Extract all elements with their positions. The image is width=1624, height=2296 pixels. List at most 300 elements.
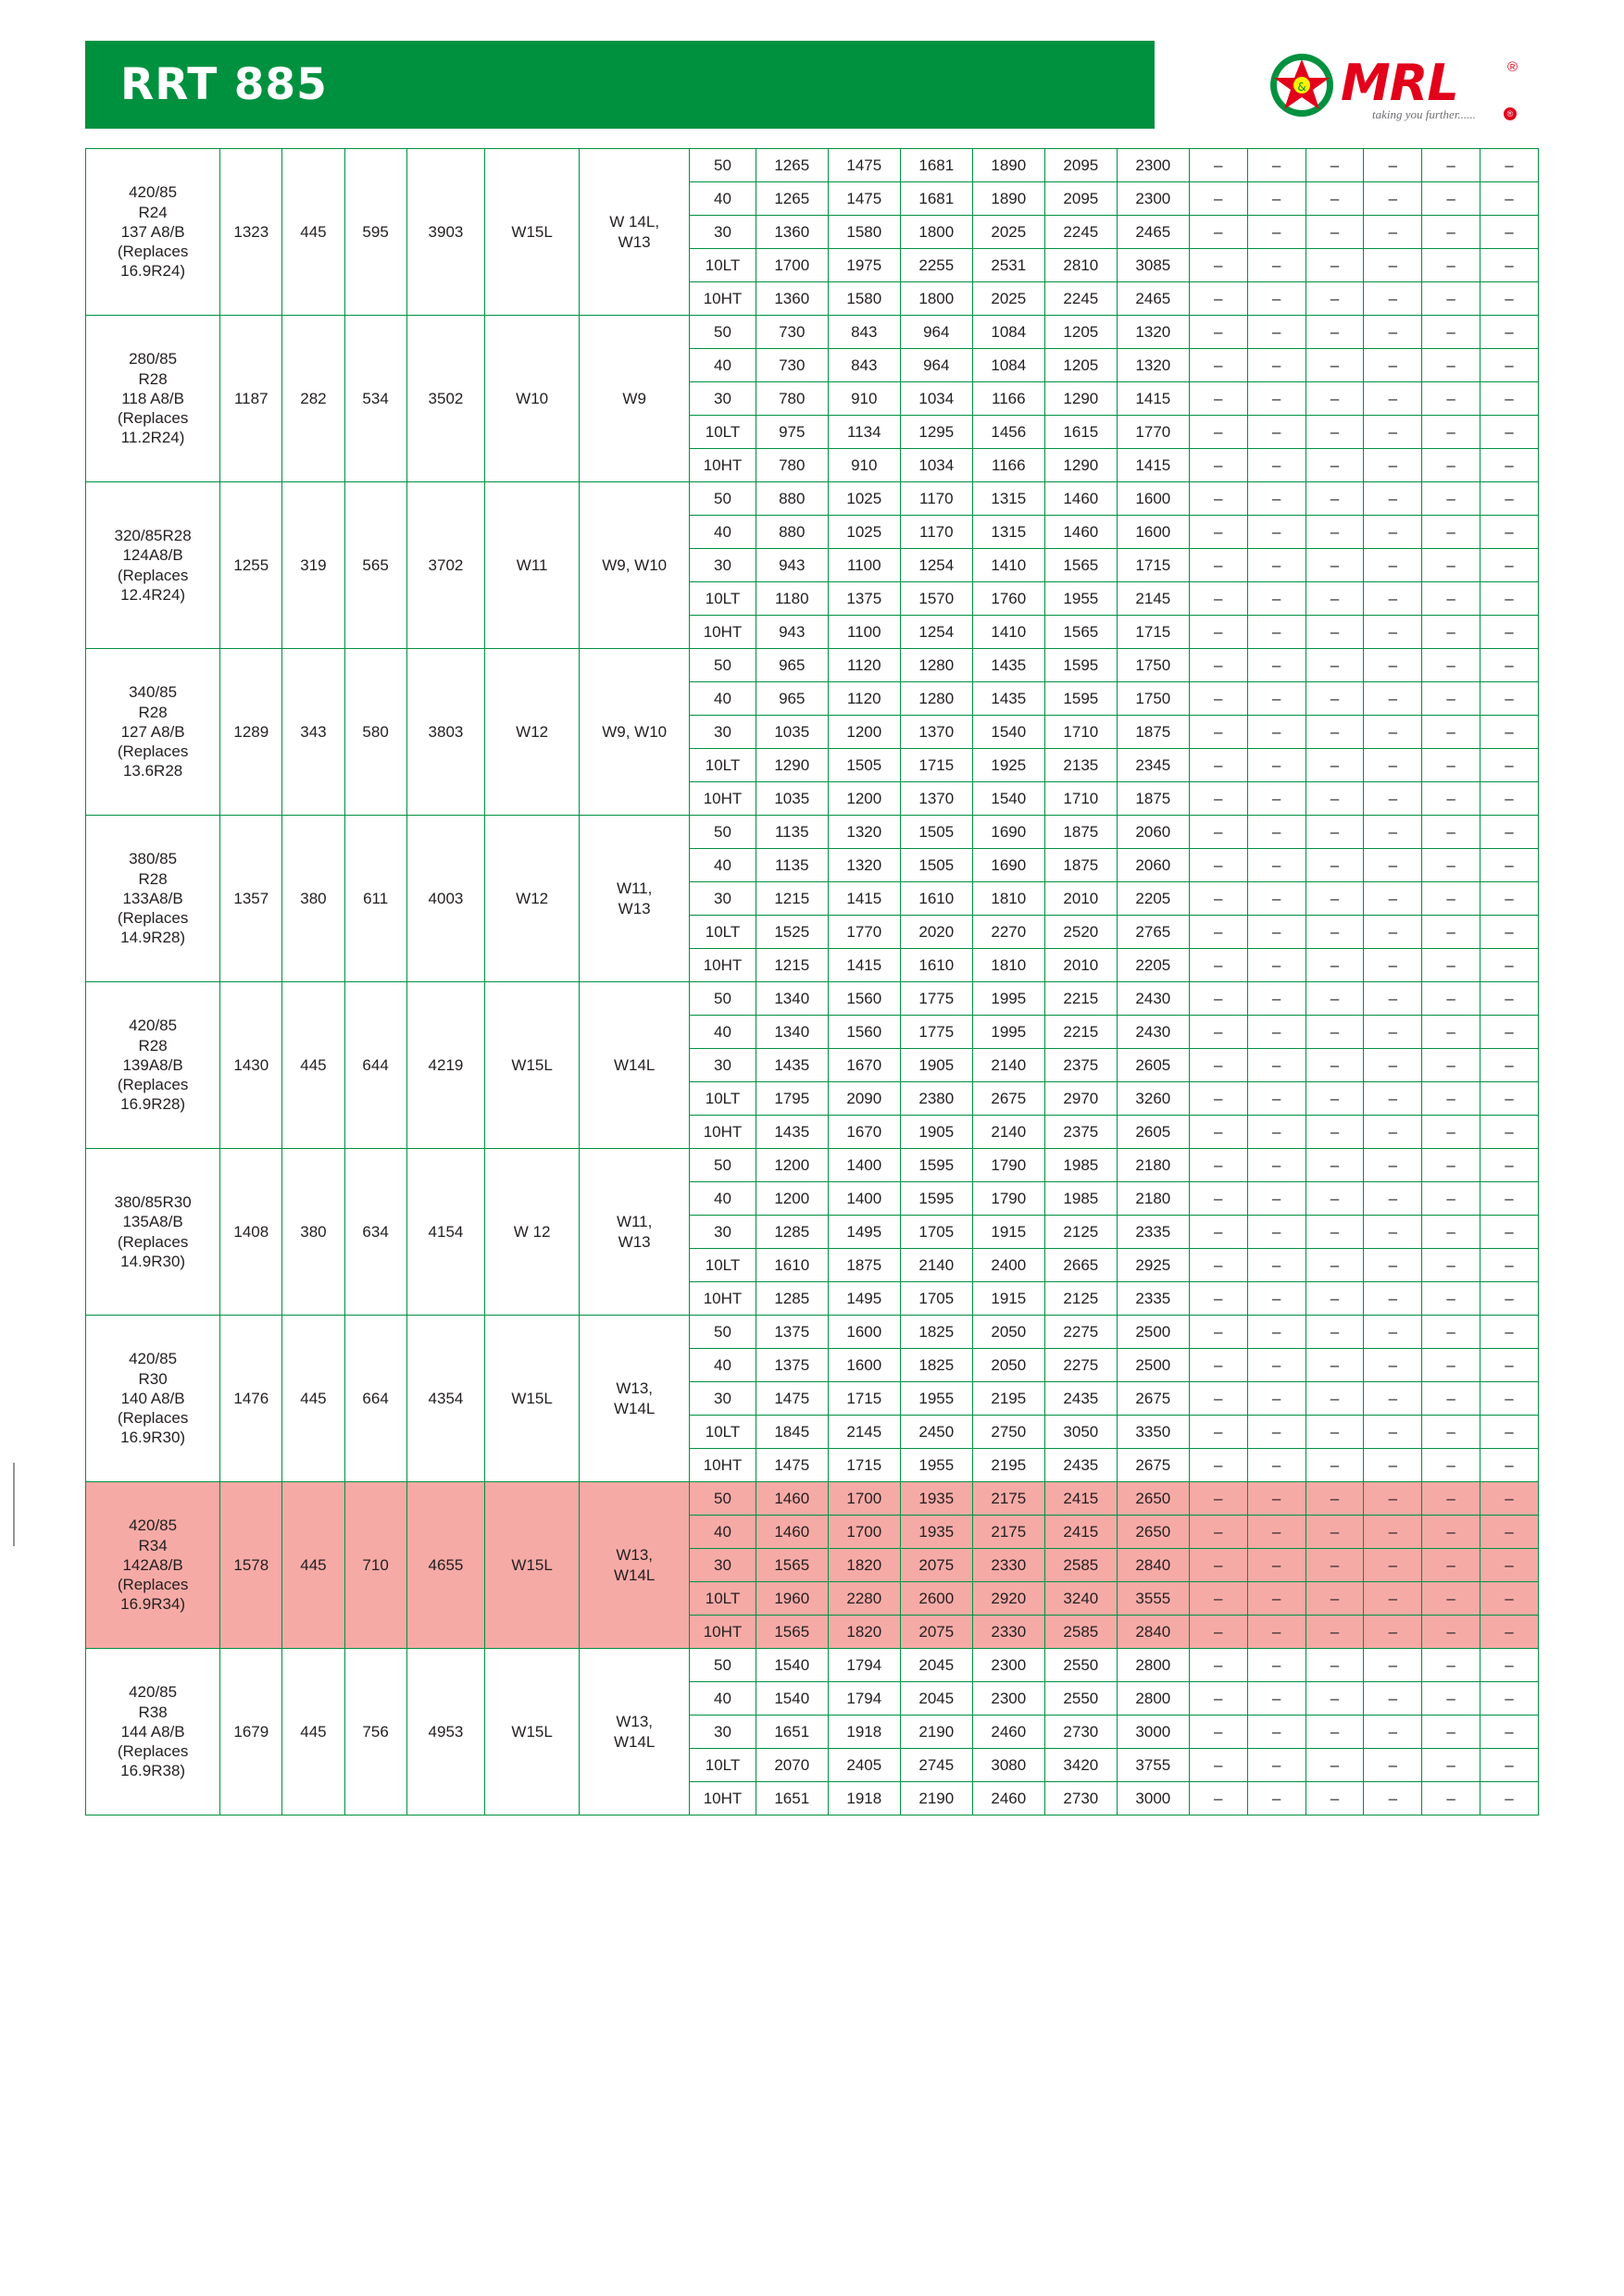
cell-recommended-rim: W11: [485, 482, 580, 649]
cell-load-value: 1600: [828, 1349, 900, 1382]
cell-empty-value: –: [1247, 1482, 1305, 1516]
cell-empty-value: –: [1422, 516, 1480, 549]
cell-empty-value: –: [1305, 749, 1364, 782]
table-row: [86, 1649, 1539, 1682]
cell-empty-value: –: [1364, 1582, 1422, 1616]
cell-load-value: 1025: [828, 482, 900, 516]
cell-empty-value: –: [1480, 949, 1539, 982]
cell-load-value: 1475: [756, 1449, 828, 1482]
cell-empty-value: –: [1189, 1482, 1247, 1516]
cell-load-value: 2195: [972, 1382, 1044, 1416]
cell-empty-value: –: [1247, 849, 1305, 882]
cell-load-value: 1794: [828, 1649, 900, 1682]
cell-load-value: 1254: [900, 549, 972, 582]
cell-load-value: 1700: [828, 1482, 900, 1516]
cell-empty-value: –: [1189, 1249, 1247, 1282]
cell-load-value: 1715: [1117, 616, 1189, 649]
cell-empty-value: –: [1364, 816, 1422, 849]
cell-load-value: 1715: [828, 1449, 900, 1482]
cell-load-value: 2465: [1117, 216, 1189, 249]
cell-empty-value: –: [1364, 616, 1422, 649]
cell-empty-value: –: [1364, 516, 1422, 549]
cell-empty-value: –: [1305, 1049, 1364, 1082]
cell-load-value: 1595: [900, 1149, 972, 1182]
cell-load-value: 1340: [756, 982, 828, 1016]
cell-load-value: 2415: [1044, 1516, 1117, 1549]
cell-empty-value: –: [1189, 316, 1247, 349]
cell-load-value: 1460: [756, 1482, 828, 1516]
cell-recommended-rim: W15L: [485, 1316, 580, 1482]
cell-tyre-size: 420/85 R24 137 A8/B (Replaces 16.9R24): [86, 149, 220, 316]
cell-rolling-circumference: 4354: [406, 1316, 485, 1482]
cell-empty-value: –: [1189, 516, 1247, 549]
cell-load-value: 1918: [828, 1782, 900, 1816]
cell-empty-value: –: [1364, 982, 1422, 1016]
cell-load-value: 2215: [1044, 982, 1117, 1016]
cell-load-value: 1495: [828, 1282, 900, 1316]
cell-load-value: 1875: [1044, 816, 1117, 849]
cell-empty-value: –: [1305, 582, 1364, 616]
cell-empty-value: –: [1422, 649, 1480, 682]
cell-load-value: 1995: [972, 1016, 1044, 1049]
cell-empty-value: –: [1480, 1449, 1539, 1482]
cell-empty-value: –: [1305, 916, 1364, 949]
cell-empty-value: –: [1247, 916, 1305, 949]
cell-load-value: 2730: [1044, 1716, 1117, 1749]
cell-load-value: 1505: [900, 816, 972, 849]
cell-load-value: 1960: [756, 1582, 828, 1616]
cell-permitted-rims: W13, W14L: [580, 1316, 690, 1482]
cell-load-value: 1705: [900, 1216, 972, 1249]
cell-empty-value: –: [1189, 382, 1247, 416]
cell-empty-value: –: [1247, 1749, 1305, 1782]
cell-overall-diameter: 1289: [220, 649, 282, 816]
mrl-star-icon: [1268, 52, 1335, 119]
cell-speed-code: 30: [690, 1716, 756, 1749]
cell-empty-value: –: [1422, 382, 1480, 416]
cell-speed-code: 10HT: [690, 1782, 756, 1816]
cell-empty-value: –: [1364, 549, 1422, 582]
cell-empty-value: –: [1422, 1116, 1480, 1149]
cell-empty-value: –: [1480, 1482, 1539, 1516]
cell-empty-value: –: [1305, 1616, 1364, 1649]
cell-empty-value: –: [1305, 1782, 1364, 1816]
cell-load-value: 1180: [756, 582, 828, 616]
cell-speed-code: 50: [690, 982, 756, 1016]
cell-permitted-rims: W9, W10: [580, 482, 690, 649]
cell-load-value: 2280: [828, 1582, 900, 1616]
cell-empty-value: –: [1364, 582, 1422, 616]
cell-empty-value: –: [1364, 1782, 1422, 1816]
cell-load-value: 1200: [756, 1182, 828, 1216]
cell-load-value: 965: [756, 649, 828, 682]
cell-rolling-circumference: 3803: [406, 649, 485, 816]
cell-tyre-size: 380/85R30 135A8/B (Replaces 14.9R30): [86, 1149, 220, 1316]
cell-empty-value: –: [1305, 1516, 1364, 1549]
cell-overall-diameter: 1255: [220, 482, 282, 649]
cell-load-value: 1035: [756, 782, 828, 816]
cell-empty-value: –: [1364, 1482, 1422, 1516]
cell-speed-code: 10HT: [690, 782, 756, 816]
cell-load-value: 2430: [1117, 982, 1189, 1016]
cell-empty-value: –: [1422, 1582, 1480, 1616]
logo-tagline: taking you further......: [1372, 107, 1476, 121]
cell-load-value: 1600: [1117, 516, 1189, 549]
cell-static-radius: 580: [344, 649, 406, 816]
cell-empty-value: –: [1189, 1082, 1247, 1116]
cell-static-radius: 595: [344, 149, 406, 316]
cell-empty-value: –: [1480, 1249, 1539, 1282]
cell-empty-value: –: [1480, 249, 1539, 282]
cell-load-value: 1170: [900, 516, 972, 549]
cell-load-value: 1134: [828, 416, 900, 449]
cell-empty-value: –: [1247, 282, 1305, 316]
cell-speed-code: 30: [690, 1382, 756, 1416]
table-row: [86, 1316, 1539, 1349]
cell-load-value: 1034: [900, 449, 972, 482]
crop-mark: [13, 1463, 15, 1546]
cell-empty-value: –: [1422, 849, 1480, 882]
cell-empty-value: –: [1422, 1316, 1480, 1349]
cell-load-value: 1775: [900, 1016, 972, 1049]
cell-tyre-size: 420/85 R30 140 A8/B (Replaces 16.9R30): [86, 1316, 220, 1482]
cell-load-value: 1890: [972, 182, 1044, 216]
cell-speed-code: 10HT: [690, 1616, 756, 1649]
cell-load-value: 2275: [1044, 1349, 1117, 1382]
cell-recommended-rim: W15L: [485, 149, 580, 316]
cell-empty-value: –: [1247, 1649, 1305, 1682]
cell-speed-code: 40: [690, 349, 756, 382]
cell-speed-code: 10HT: [690, 1449, 756, 1482]
cell-load-value: 1570: [900, 582, 972, 616]
cell-load-value: 2920: [972, 1582, 1044, 1616]
cell-load-value: 1295: [900, 416, 972, 449]
cell-load-value: 2460: [972, 1716, 1044, 1749]
cell-empty-value: –: [1247, 1049, 1305, 1082]
cell-load-value: 2255: [900, 249, 972, 282]
cell-empty-value: –: [1422, 816, 1480, 849]
cell-empty-value: –: [1364, 449, 1422, 482]
cell-speed-code: 30: [690, 1049, 756, 1082]
cell-load-value: 975: [756, 416, 828, 449]
cell-empty-value: –: [1422, 1716, 1480, 1749]
cell-section-width: 343: [282, 649, 344, 816]
cell-load-value: 1120: [828, 649, 900, 682]
cell-load-value: 1820: [828, 1616, 900, 1649]
cell-permitted-rims: W9, W10: [580, 649, 690, 816]
cell-empty-value: –: [1364, 316, 1422, 349]
cell-empty-value: –: [1189, 816, 1247, 849]
cell-speed-code: 50: [690, 1316, 756, 1349]
cell-load-value: 2095: [1044, 149, 1117, 182]
cell-load-value: 965: [756, 682, 828, 716]
cell-load-value: 1715: [900, 749, 972, 782]
cell-load-value: 2800: [1117, 1682, 1189, 1716]
cell-load-value: 1595: [900, 1182, 972, 1216]
cell-empty-value: –: [1480, 1749, 1539, 1782]
cell-empty-value: –: [1480, 149, 1539, 182]
cell-empty-value: –: [1305, 849, 1364, 882]
cell-empty-value: –: [1364, 1682, 1422, 1716]
cell-empty-value: –: [1305, 1716, 1364, 1749]
cell-speed-code: 10HT: [690, 282, 756, 316]
cell-empty-value: –: [1422, 449, 1480, 482]
cell-empty-value: –: [1422, 1349, 1480, 1382]
cell-load-value: 2300: [1117, 182, 1189, 216]
cell-recommended-rim: W15L: [485, 1482, 580, 1649]
cell-empty-value: –: [1422, 716, 1480, 749]
cell-speed-code: 10HT: [690, 1282, 756, 1316]
cell-load-value: 1565: [1044, 616, 1117, 649]
cell-load-value: 2605: [1117, 1116, 1189, 1149]
cell-empty-value: –: [1480, 1316, 1539, 1349]
cell-load-value: 880: [756, 482, 828, 516]
cell-load-value: 3050: [1044, 1416, 1117, 1449]
cell-load-value: 1580: [828, 282, 900, 316]
cell-load-value: 2125: [1044, 1216, 1117, 1249]
cell-load-value: 1100: [828, 549, 900, 582]
cell-load-value: 1595: [1044, 682, 1117, 716]
cell-empty-value: –: [1480, 1416, 1539, 1449]
cell-load-value: 1035: [756, 716, 828, 749]
cell-tyre-size: 420/85 R28 139A8/B (Replaces 16.9R28): [86, 982, 220, 1149]
cell-empty-value: –: [1305, 382, 1364, 416]
cell-load-value: 964: [900, 316, 972, 349]
cell-load-value: 1935: [900, 1482, 972, 1516]
cell-empty-value: –: [1305, 982, 1364, 1016]
cell-empty-value: –: [1247, 449, 1305, 482]
cell-empty-value: –: [1364, 1416, 1422, 1449]
cell-load-value: 1790: [972, 1149, 1044, 1182]
cell-empty-value: –: [1422, 249, 1480, 282]
table-row: [86, 482, 1539, 516]
cell-load-value: 3755: [1117, 1749, 1189, 1782]
cell-empty-value: –: [1189, 782, 1247, 816]
cell-load-value: 2330: [972, 1549, 1044, 1582]
cell-load-value: 3085: [1117, 249, 1189, 282]
cell-load-value: 1034: [900, 382, 972, 416]
cell-load-value: 2375: [1044, 1049, 1117, 1082]
cell-empty-value: –: [1247, 1116, 1305, 1149]
cell-load-value: 1715: [828, 1382, 900, 1416]
cell-empty-value: –: [1480, 1549, 1539, 1582]
cell-load-value: 2550: [1044, 1682, 1117, 1716]
cell-load-value: 2840: [1117, 1549, 1189, 1582]
cell-empty-value: –: [1247, 1682, 1305, 1716]
cell-load-value: 1375: [828, 582, 900, 616]
cell-load-value: 1166: [972, 382, 1044, 416]
cell-load-value: 943: [756, 616, 828, 649]
cell-empty-value: –: [1422, 1049, 1480, 1082]
cell-load-value: 910: [828, 382, 900, 416]
cell-load-value: 1415: [828, 949, 900, 982]
cell-empty-value: –: [1480, 1182, 1539, 1216]
table-row: [86, 1149, 1539, 1182]
cell-load-value: 2925: [1117, 1249, 1189, 1282]
cell-speed-code: 10HT: [690, 949, 756, 982]
mrl-logo: [1261, 46, 1539, 130]
cell-static-radius: 611: [344, 816, 406, 982]
cell-empty-value: –: [1305, 1249, 1364, 1282]
cell-load-value: 2585: [1044, 1616, 1117, 1649]
cell-speed-code: 50: [690, 149, 756, 182]
cell-static-radius: 644: [344, 982, 406, 1149]
cell-load-value: 1525: [756, 916, 828, 949]
cell-empty-value: –: [1305, 516, 1364, 549]
cell-load-value: 2245: [1044, 216, 1117, 249]
cell-empty-value: –: [1305, 716, 1364, 749]
cell-empty-value: –: [1247, 1349, 1305, 1382]
cell-empty-value: –: [1305, 416, 1364, 449]
cell-empty-value: –: [1247, 1416, 1305, 1449]
cell-empty-value: –: [1480, 1216, 1539, 1249]
cell-empty-value: –: [1305, 782, 1364, 816]
cell-empty-value: –: [1247, 1382, 1305, 1416]
cell-empty-value: –: [1247, 749, 1305, 782]
cell-empty-value: –: [1480, 1382, 1539, 1416]
cell-load-value: 2145: [828, 1416, 900, 1449]
cell-speed-code: 10LT: [690, 916, 756, 949]
cell-empty-value: –: [1480, 682, 1539, 716]
cell-empty-value: –: [1247, 1449, 1305, 1482]
cell-empty-value: –: [1305, 1382, 1364, 1416]
cell-load-value: 1890: [972, 149, 1044, 182]
cell-speed-code: 10LT: [690, 1749, 756, 1782]
cell-empty-value: –: [1247, 1549, 1305, 1582]
cell-load-value: 1285: [756, 1282, 828, 1316]
logo-wordmark: MRL: [1341, 54, 1458, 112]
cell-speed-code: 30: [690, 1549, 756, 1582]
cell-empty-value: –: [1364, 1382, 1422, 1416]
cell-empty-value: –: [1480, 1349, 1539, 1382]
cell-load-value: 2300: [972, 1682, 1044, 1716]
cell-load-value: 1651: [756, 1716, 828, 1749]
cell-empty-value: –: [1480, 849, 1539, 882]
cell-empty-value: –: [1364, 482, 1422, 516]
cell-load-value: 1285: [756, 1216, 828, 1249]
cell-empty-value: –: [1305, 182, 1364, 216]
cell-empty-value: –: [1480, 449, 1539, 482]
cell-load-value: 1540: [972, 716, 1044, 749]
cell-empty-value: –: [1364, 249, 1422, 282]
cell-recommended-rim: W12: [485, 816, 580, 982]
cell-empty-value: –: [1247, 816, 1305, 849]
cell-load-value: 1565: [1044, 549, 1117, 582]
cell-load-value: 1935: [900, 1516, 972, 1549]
cell-permitted-rims: W11, W13: [580, 1149, 690, 1316]
cell-empty-value: –: [1364, 1149, 1422, 1182]
cell-overall-diameter: 1578: [220, 1482, 282, 1649]
cell-load-value: 1435: [756, 1116, 828, 1149]
cell-speed-code: 40: [690, 682, 756, 716]
cell-speed-code: 40: [690, 182, 756, 216]
cell-load-value: 1600: [1117, 482, 1189, 516]
cell-load-value: 2245: [1044, 282, 1117, 316]
cell-load-value: 1985: [1044, 1182, 1117, 1216]
cell-empty-value: –: [1364, 1282, 1422, 1316]
cell-load-value: 2335: [1117, 1216, 1189, 1249]
cell-speed-code: 10HT: [690, 1116, 756, 1149]
cell-overall-diameter: 1187: [220, 316, 282, 482]
cell-empty-value: –: [1247, 716, 1305, 749]
cell-empty-value: –: [1364, 1716, 1422, 1749]
cell-load-value: 2175: [972, 1482, 1044, 1516]
cell-empty-value: –: [1247, 1282, 1305, 1316]
cell-empty-value: –: [1247, 682, 1305, 716]
cell-load-value: 910: [828, 449, 900, 482]
cell-permitted-rims: W 14L, W13: [580, 149, 690, 316]
cell-load-value: 1315: [972, 482, 1044, 516]
cell-empty-value: –: [1422, 982, 1480, 1016]
cell-empty-value: –: [1247, 416, 1305, 449]
cell-load-value: 1560: [828, 982, 900, 1016]
cell-empty-value: –: [1305, 216, 1364, 249]
cell-empty-value: –: [1364, 1516, 1422, 1549]
cell-load-value: 1435: [756, 1049, 828, 1082]
cell-permitted-rims: W11, W13: [580, 816, 690, 982]
cell-empty-value: –: [1305, 882, 1364, 916]
cell-tyre-size: 420/85 R34 142A8/B (Replaces 16.9R34): [86, 1482, 220, 1649]
cell-empty-value: –: [1189, 249, 1247, 282]
cell-section-width: 380: [282, 816, 344, 982]
cell-empty-value: –: [1247, 1249, 1305, 1282]
cell-empty-value: –: [1247, 316, 1305, 349]
cell-load-value: 2190: [900, 1716, 972, 1749]
cell-section-width: 282: [282, 316, 344, 482]
cell-load-value: 3240: [1044, 1582, 1117, 1616]
cell-load-value: 2095: [1044, 182, 1117, 216]
cell-empty-value: –: [1480, 382, 1539, 416]
page-title: RRT 885: [120, 59, 328, 110]
cell-rolling-circumference: 4154: [406, 1149, 485, 1316]
cell-load-value: 2215: [1044, 1016, 1117, 1049]
cell-empty-value: –: [1422, 749, 1480, 782]
cell-empty-value: –: [1480, 916, 1539, 949]
cell-empty-value: –: [1247, 349, 1305, 382]
cell-empty-value: –: [1189, 182, 1247, 216]
cell-load-value: 1205: [1044, 316, 1117, 349]
cell-load-value: 2180: [1117, 1182, 1189, 1216]
cell-empty-value: –: [1422, 549, 1480, 582]
cell-speed-code: 40: [690, 849, 756, 882]
cell-load-value: 2090: [828, 1082, 900, 1116]
cell-load-value: 2765: [1117, 916, 1189, 949]
cell-speed-code: 30: [690, 382, 756, 416]
cell-load-value: 1681: [900, 149, 972, 182]
cell-speed-code: 50: [690, 316, 756, 349]
cell-load-value: 843: [828, 316, 900, 349]
cell-empty-value: –: [1189, 1182, 1247, 1216]
cell-empty-value: –: [1247, 649, 1305, 682]
cell-load-value: 1560: [828, 1016, 900, 1049]
cell-load-value: 1681: [900, 182, 972, 216]
cell-rolling-circumference: 3502: [406, 316, 485, 482]
cell-load-value: 3260: [1117, 1082, 1189, 1116]
cell-speed-code: 10LT: [690, 1582, 756, 1616]
cell-empty-value: –: [1422, 1616, 1480, 1649]
cell-load-value: 2400: [972, 1249, 1044, 1282]
cell-load-value: 1280: [900, 649, 972, 682]
cell-empty-value: –: [1305, 1416, 1364, 1449]
cell-empty-value: –: [1422, 316, 1480, 349]
cell-empty-value: –: [1364, 749, 1422, 782]
cell-empty-value: –: [1422, 282, 1480, 316]
cell-load-value: 1475: [828, 149, 900, 182]
cell-load-value: 2300: [972, 1649, 1044, 1682]
cell-empty-value: –: [1364, 1749, 1422, 1782]
cell-empty-value: –: [1422, 1249, 1480, 1282]
cell-load-value: 1475: [756, 1382, 828, 1416]
